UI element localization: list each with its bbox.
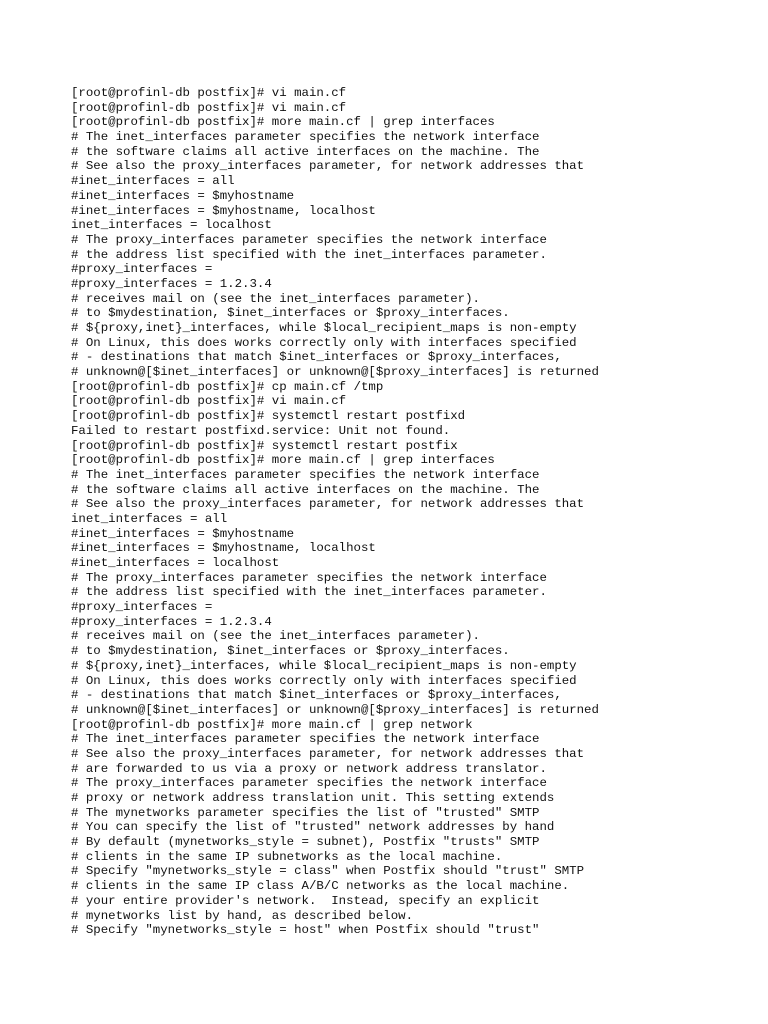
- terminal-line: # the address list specified with the inet_interfaces parameter.: [71, 585, 547, 600]
- terminal-line: # See also the proxy_interfaces parameter, for network addresses that: [71, 497, 585, 512]
- terminal-line: # are forwarded to us via a proxy or network address translator.: [71, 761, 547, 776]
- terminal-line: # your entire provider's network. Instead, specify an explicit: [71, 893, 540, 908]
- terminal-line: # to $mydestination, $inet_interfaces or $proxy_interfaces.: [71, 306, 510, 321]
- terminal-line: #inet_interfaces = localhost: [71, 556, 280, 570]
- terminal-line: # clients in the same IP subnetworks as the local machine.: [71, 849, 503, 864]
- terminal-line: [root@profinl-db postfix]# systemctl restart postfix: [71, 438, 458, 453]
- terminal-line: # mynetworks list by hand, as described below.: [71, 908, 414, 923]
- terminal-line: # proxy or network address translation unit. This setting extends: [71, 791, 555, 805]
- terminal-line: # See also the proxy_interfaces parameter, for network addresses that: [71, 159, 585, 174]
- terminal-line: #proxy_interfaces = 1.2.3.4: [71, 276, 272, 291]
- terminal-line: Failed to restart postfixd.service: Unit not found.: [71, 423, 451, 438]
- terminal-line: # The proxy_interfaces parameter specifies the network interface: [71, 232, 547, 247]
- terminal-line: #inet_interfaces = all: [71, 174, 235, 189]
- terminal-line: # receives mail on (see the inet_interfaces parameter).: [71, 291, 480, 306]
- terminal-line: inet_interfaces = localhost: [71, 218, 272, 233]
- terminal-line: # On Linux, this does works correctly only with interfaces specified: [71, 335, 577, 350]
- terminal-line: # receives mail on (see the inet_interfaces parameter).: [71, 629, 480, 644]
- terminal-line: #proxy_interfaces = 1.2.3.4: [71, 614, 272, 629]
- terminal-line: inet_interfaces = all: [71, 511, 228, 526]
- terminal-line: # to $mydestination, $inet_interfaces or $proxy_interfaces.: [71, 644, 510, 659]
- terminal-line: # The mynetworks parameter specifies the list of "trusted" SMTP: [71, 805, 540, 820]
- terminal-line: #inet_interfaces = $myhostname, localhost: [71, 203, 376, 218]
- terminal-line: # clients in the same IP class A/B/C networks as the local machine.: [71, 879, 570, 894]
- terminal-line: [root@profinl-db postfix]# vi main.cf: [71, 86, 347, 100]
- terminal-line: # unknown@[$inet_interfaces] or unknown@[$proxy_interfaces] is returned: [71, 702, 599, 717]
- terminal-line: [root@profinl-db postfix]# cp main.cf /tmp: [71, 379, 384, 394]
- terminal-line: [root@profinl-db postfix]# more main.cf | grep network: [71, 717, 473, 732]
- terminal-line: # unknown@[$inet_interfaces] or unknown@[$proxy_interfaces] is returned: [71, 365, 599, 380]
- terminal-line: # the address list specified with the inet_interfaces parameter.: [71, 247, 547, 262]
- terminal-line: # The proxy_interfaces parameter specifies the network interface: [71, 570, 547, 585]
- terminal-line: #inet_interfaces = $myhostname: [71, 526, 295, 541]
- terminal-line: #proxy_interfaces =: [71, 262, 213, 277]
- terminal-line: #inet_interfaces = $myhostname: [71, 188, 295, 203]
- terminal-line: [root@profinl-db postfix]# vi main.cf: [71, 100, 347, 115]
- terminal-line: # - destinations that match $inet_interfaces or $proxy_interfaces,: [71, 688, 562, 703]
- terminal-line: # The proxy_interfaces parameter specifies the network interface: [71, 776, 547, 791]
- terminal-line: # the software claims all active interfaces on the machine. The: [71, 482, 540, 497]
- terminal-line: [root@profinl-db postfix]# vi main.cf: [71, 394, 347, 409]
- terminal-line: # The inet_interfaces parameter specifies the network interface: [71, 467, 540, 482]
- terminal-line: # Specify "mynetworks_style = host" when Postfix should "trust": [71, 923, 540, 938]
- terminal-line: # ${proxy,inet}_interfaces, while $local_recipient_maps is non-empty: [71, 658, 577, 673]
- terminal-line: #proxy_interfaces =: [71, 600, 213, 615]
- terminal-output[interactable]: [71, 86, 751, 938]
- terminal-line: # - destinations that match $inet_interfaces or $proxy_interfaces,: [71, 350, 562, 365]
- terminal-line: # Specify "mynetworks_style = class" when Postfix should "trust" SMTP: [71, 864, 585, 879]
- terminal-line: # On Linux, this does works correctly only with interfaces specified: [71, 673, 577, 688]
- terminal-line: # See also the proxy_interfaces parameter, for network addresses that: [71, 746, 585, 761]
- terminal-line: # The inet_interfaces parameter specifies the network interface: [71, 130, 540, 145]
- terminal-line: # the software claims all active interfaces on the machine. The: [71, 144, 540, 159]
- terminal-line: #inet_interfaces = $myhostname, localhost: [71, 541, 376, 556]
- terminal-line: # By default (mynetworks_style = subnet), Postfix "trusts" SMTP: [71, 835, 540, 850]
- terminal-line: [root@profinl-db postfix]# more main.cf | grep interfaces: [71, 115, 495, 130]
- terminal-line: # The inet_interfaces parameter specifies the network interface: [71, 732, 540, 747]
- terminal-line: # You can specify the list of "trusted" network addresses by hand: [71, 820, 555, 835]
- terminal-line: [root@profinl-db postfix]# more main.cf | grep interfaces: [71, 453, 495, 468]
- terminal-line: [root@profinl-db postfix]# systemctl restart postfixd: [71, 409, 466, 424]
- terminal-line: # ${proxy,inet}_interfaces, while $local_recipient_maps is non-empty: [71, 321, 577, 335]
